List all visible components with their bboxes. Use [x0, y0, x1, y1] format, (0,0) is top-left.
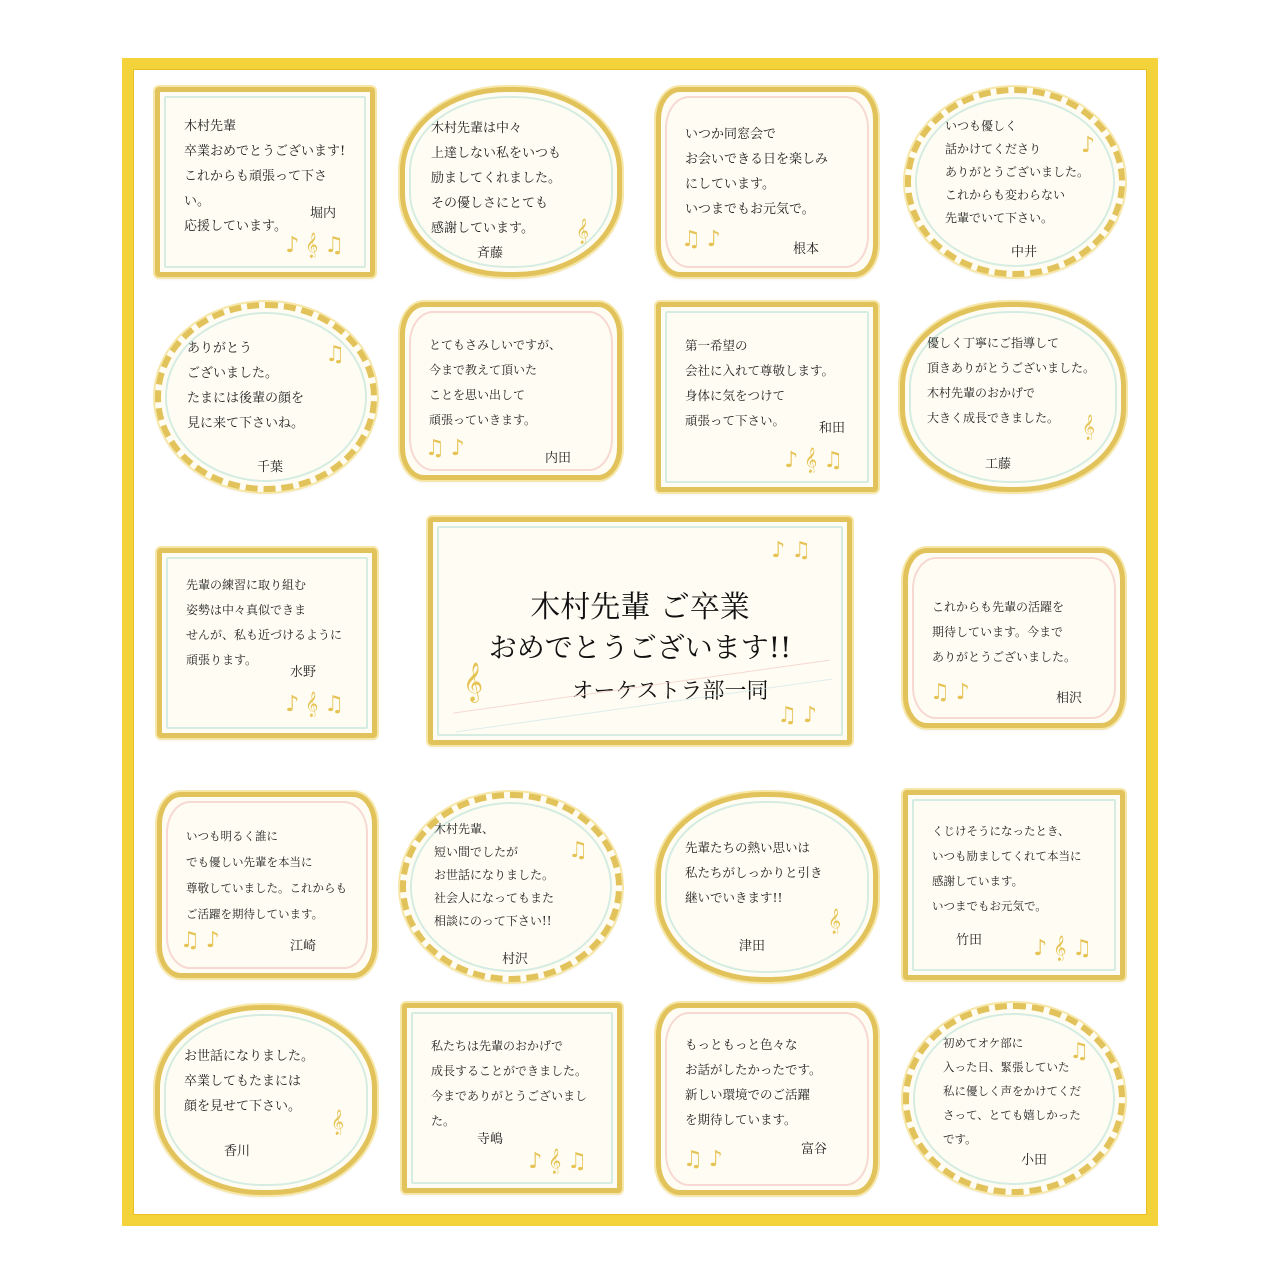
- sticker-message: 先輩の練習に取り組む 姿勢は中々真似できま せんが、私も近づけるように 頑張ります。: [186, 578, 343, 667]
- sticker-center-message: [428, 517, 852, 745]
- sticker-message: ありがとう ございました。 たまには後輩の顔を 見に来て下さいね。: [187, 341, 305, 431]
- music-notes-icon: ♪𝄞♫: [528, 1149, 593, 1174]
- music-notes-icon: ♪𝄞♫: [285, 692, 350, 717]
- sticker-signature: 香川: [224, 1144, 251, 1159]
- sticker-wada: [656, 302, 878, 492]
- music-notes-icon: ♪𝄞♫: [1033, 936, 1098, 961]
- treble-clef-icon: 𝄞: [575, 219, 595, 244]
- sticker-murasawa: [400, 792, 622, 982]
- sticker-signature: 斉藤: [477, 246, 504, 261]
- sticker-aizawa: [903, 548, 1125, 728]
- treble-clef-icon: 𝄞: [1081, 415, 1101, 440]
- sticker-message: 初めてオケ部に 入った日、緊張していた 私に優しく声をかけてくだ さって、とても嬉しかった です。: [943, 1036, 1081, 1146]
- sticker-nemoto: [656, 87, 878, 277]
- sticker-mizuno: [157, 548, 377, 738]
- music-notes-icon: ♪♫: [771, 538, 817, 563]
- sticker-message: いつも明るく誰に でも優しい先輩を本当に 尊敬していました。これからも ご活躍を期待しています。: [186, 829, 347, 921]
- music-notes-icon: ♫♪: [425, 436, 471, 461]
- sticker-signature: 水野: [290, 665, 317, 680]
- sticker-message: これからも先輩の活躍を 期待しています。今まで ありがとうございました。: [932, 600, 1077, 664]
- music-notes-icon: ♪𝄞♫: [285, 233, 350, 258]
- sticker-message: 優しく丁寧にご指導して 頂きありがとうございました。 木村先輩のおかげで 大きく成長できました。: [927, 336, 1096, 425]
- music-notes-icon: ♫♪: [777, 703, 823, 728]
- sticker-message: 私たちは先輩のおかげで 成長することができました。 今までありがとうございました。: [431, 1039, 588, 1128]
- sticker-terajima: [402, 1003, 622, 1193]
- sticker-signature: 中井: [1011, 245, 1038, 260]
- sticker-message: いつも優しく 話かけてくださり ありがとうございました。 これからも変わらない 先輩でいて下さい。: [945, 119, 1090, 225]
- sticker-message: くじけそうになったとき、 いつも励ましてくれて本当に 感謝しています。 いつまでもお元気で。: [932, 824, 1082, 913]
- sticker-message: 木村先輩 卒業おめでとうございます! これからも頑張って下さい。 応援しています。: [184, 119, 346, 234]
- sticker-takeda: [903, 790, 1125, 980]
- sticker-message: いつか同窓会で お会いできる日を楽しみ にしています。 いつまでもお元気で。: [685, 127, 829, 217]
- sticker-kagawa: [155, 1005, 377, 1195]
- sticker-signature: 堀内: [310, 206, 337, 221]
- music-notes-icon: ♪: [1080, 133, 1101, 158]
- sticker-message: お世話になりました。 卒業してもたまには 顔を見せて下さい。: [184, 1049, 315, 1114]
- music-notes-icon: ♫♪: [180, 928, 226, 953]
- sticker-signature: 相沢: [1056, 691, 1083, 706]
- center-title-line1: 木村先輩 ご卒業: [530, 590, 750, 625]
- sticker-message: 木村先輩は中々 上達しない私をいつも 励ましてくれました。 その優しさにとても 感謝しています。: [431, 121, 562, 236]
- sticker-message: 第一希望の 会社に入れて尊敬します。 身体に気をつけて 頑張って下さい。: [685, 338, 835, 428]
- music-notes-icon: ♫: [325, 342, 351, 367]
- sticker-signature: 富谷: [801, 1142, 828, 1157]
- sticker-signature: 寺嶋: [477, 1132, 504, 1147]
- sticker-signature: 村沢: [502, 952, 529, 967]
- sticker-message: とてもさみしいですが、 今まで教えて頂いた ことを思い出して 頑張っていきます。: [429, 338, 562, 427]
- music-notes-icon: ♫: [568, 838, 594, 863]
- sticker-signature: 内田: [545, 451, 572, 466]
- sticker-uchida: [400, 302, 622, 480]
- center-signature: オーケストラ部一同: [571, 679, 769, 704]
- center-title-line2: おめでとうございます!!: [488, 631, 792, 664]
- treble-clef-icon: 𝄞: [330, 1110, 350, 1135]
- sticker-signature: 工藤: [985, 457, 1012, 472]
- sticker-nakai: [905, 87, 1125, 277]
- sticker-kudo: [900, 302, 1126, 492]
- sticker-horiuchi: [155, 87, 375, 277]
- sticker-signature: 根本: [793, 242, 820, 257]
- sticker-tomiya: [656, 1003, 878, 1195]
- sticker-signature: 江崎: [290, 939, 317, 954]
- music-notes-icon: ♪𝄞♫: [784, 448, 849, 473]
- sticker-signature: 竹田: [956, 933, 983, 948]
- music-notes-icon: ♫: [1069, 1039, 1095, 1064]
- sticker-saito: [400, 87, 622, 277]
- sticker-message: 先輩たちの熱い思いは 私たちがしっかりと引き 継いでいきます!!: [685, 840, 823, 905]
- music-notes-icon: ♫♪: [930, 680, 976, 705]
- sticker-message: もっともっと色々な お話がしたかったです。 新しい環境でのご活躍 を期待しています。: [685, 1037, 822, 1127]
- treble-clef-icon: 𝄞: [463, 662, 490, 702]
- sticker-signature: 和田: [819, 421, 846, 436]
- treble-clef-icon: 𝄞: [827, 909, 847, 934]
- sticker-ezaki: [157, 792, 377, 978]
- sticker-chiba: [155, 302, 377, 492]
- sticker-signature: 津田: [739, 939, 766, 954]
- sticker-message: 木村先輩、 短い間でしたが お世話になりました。 社会人になってもまた 相談にのって下さい!!: [434, 822, 555, 928]
- music-notes-icon: ♫♪: [681, 227, 727, 252]
- music-notes-icon: ♫♪: [683, 1147, 729, 1172]
- sticker-tsuda: [656, 792, 878, 982]
- sticker-signature: 小田: [1021, 1153, 1048, 1168]
- sticker-oda: [903, 1003, 1125, 1195]
- sticker-signature: 千葉: [257, 460, 284, 475]
